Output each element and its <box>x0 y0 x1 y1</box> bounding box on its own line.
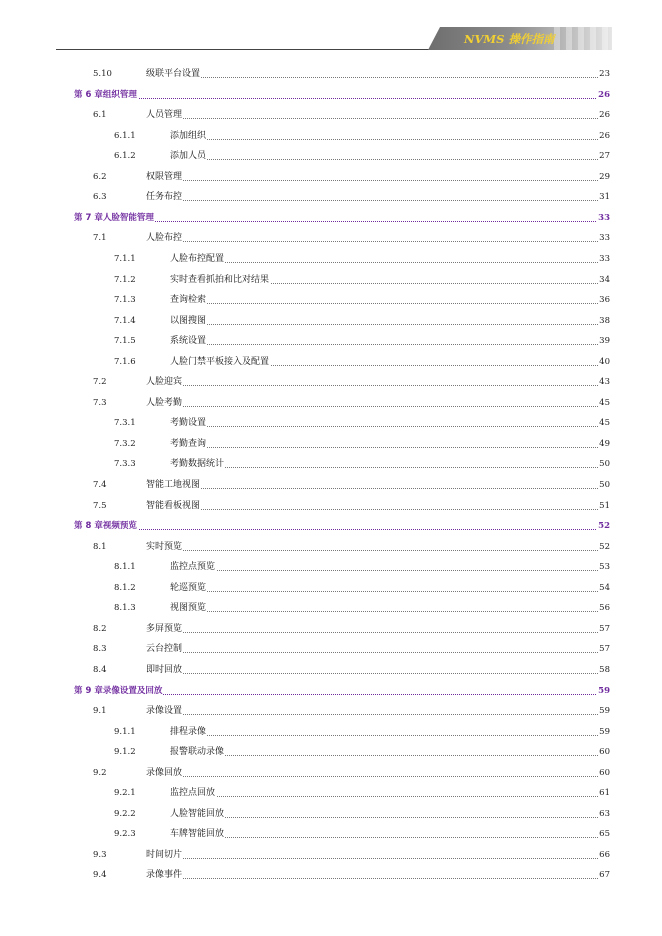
toc-section-title: 监控点预览 <box>170 557 216 577</box>
toc-section-number: 8.1.3 <box>114 603 136 614</box>
toc-section-title: 人脸布控 <box>146 228 183 248</box>
toc-page-number: 52 <box>597 516 610 536</box>
toc-section-title: 人脸门禁平板接入及配置 <box>170 352 270 372</box>
toc-section-number: 9.2.1 <box>114 788 136 799</box>
toc-page-number: 60 <box>598 763 610 783</box>
toc-section-number: 7.1.5 <box>114 336 136 347</box>
toc-chapter-entry[interactable] <box>0 681 662 701</box>
toc-entry[interactable] <box>0 413 662 433</box>
toc-section-title: 人脸布控配置 <box>170 249 225 269</box>
toc-page-number: 27 <box>598 146 610 166</box>
toc-leader-dots <box>146 858 602 859</box>
toc-leader-dots <box>170 735 602 736</box>
toc-leader-dots <box>170 570 602 571</box>
toc-section-title: 查询检索 <box>170 290 207 310</box>
toc-entry[interactable] <box>0 146 662 166</box>
toc-page-number: 54 <box>598 578 610 598</box>
toc-entry[interactable] <box>0 454 662 474</box>
toc-section-title: 车牌智能回放 <box>170 824 225 844</box>
toc-section-title: 级联平台设置 <box>146 64 201 84</box>
toc-leader-dots <box>146 180 602 181</box>
toc-section-number: 7.1.3 <box>114 295 136 306</box>
toc-page-number: 38 <box>598 311 610 331</box>
toc-entry[interactable] <box>0 249 662 269</box>
toc-section-number: 7.3.2 <box>114 438 136 449</box>
toc-entry[interactable] <box>0 537 662 557</box>
toc-page-number: 45 <box>598 393 610 413</box>
toc-section-number: 9.4 <box>93 870 107 881</box>
toc-page-number: 39 <box>598 331 610 351</box>
toc-leader-dots <box>170 755 602 756</box>
toc-section-number: 7.1.4 <box>114 315 136 326</box>
toc-page-number: 36 <box>598 290 610 310</box>
header-band-stripes <box>554 27 612 50</box>
toc-entry[interactable] <box>0 187 662 207</box>
toc-section-title: 系统设置 <box>170 331 207 351</box>
toc-page-number: 61 <box>598 783 610 803</box>
toc-entry[interactable] <box>0 64 662 84</box>
toc-leader-dots <box>170 344 602 345</box>
toc-page-number: 50 <box>598 454 610 474</box>
toc-section-title: 录像设置 <box>146 701 183 721</box>
toc-entry[interactable] <box>0 804 662 824</box>
toc-section-title: 智能看板视图 <box>146 496 201 516</box>
toc-page-number: 26 <box>597 85 610 105</box>
toc-section-title: 录像事件 <box>146 865 183 885</box>
toc-leader-dots <box>170 262 602 263</box>
toc-section-title: 第 8 章视频预览 <box>74 516 138 536</box>
toc-section-title: 权限管理 <box>146 167 183 187</box>
toc-section-title: 实时预览 <box>146 537 183 557</box>
toc-leader-dots <box>146 385 602 386</box>
toc-leader-dots <box>146 118 602 119</box>
toc-section-title: 任务布控 <box>146 187 183 207</box>
toc-leader-dots <box>146 714 602 715</box>
toc-entry[interactable] <box>0 742 662 762</box>
header-title <box>464 31 555 47</box>
toc-leader-dots <box>170 467 602 468</box>
toc-leader-dots <box>170 447 602 448</box>
toc-section-number: 6.3 <box>93 192 107 203</box>
toc-section-title: 监控点回放 <box>170 783 216 803</box>
toc-section-number: 9.1 <box>93 706 107 717</box>
toc-section-number: 9.1.1 <box>114 726 136 737</box>
toc-section-title: 添加人员 <box>170 146 207 166</box>
toc-leader-dots <box>170 817 602 818</box>
toc-section-number: 6.1 <box>93 110 107 121</box>
toc-leader-dots <box>146 241 602 242</box>
header-title-guide: 操作指南 <box>508 32 555 46</box>
toc-leader-dots <box>170 139 602 140</box>
toc-section-number: 9.2.3 <box>114 829 136 840</box>
toc-section-number: 9.2.2 <box>114 808 136 819</box>
toc-section-number: 6.1.1 <box>114 130 136 141</box>
toc-page-number: 31 <box>598 187 610 207</box>
toc-section-number: 8.3 <box>93 644 107 655</box>
toc-page-number: 56 <box>598 598 610 618</box>
toc-leader-dots <box>74 98 602 99</box>
toc-entry[interactable] <box>0 167 662 187</box>
toc-leader-dots <box>146 550 602 551</box>
toc-page-number: 23 <box>598 64 610 84</box>
toc-section-title: 即时回放 <box>146 660 183 680</box>
toc-entry[interactable] <box>0 331 662 351</box>
toc-entry[interactable] <box>0 126 662 146</box>
toc-page-number: 59 <box>598 701 610 721</box>
toc-page-number: 26 <box>598 105 610 125</box>
toc-section-title: 添加组织 <box>170 126 207 146</box>
toc-section-title: 多屏预览 <box>146 619 183 639</box>
toc-entry[interactable] <box>0 105 662 125</box>
toc-section-number: 7.1 <box>93 233 107 244</box>
toc-page-number: 40 <box>598 352 610 372</box>
toc-page-number: 29 <box>598 167 610 187</box>
toc-page-number: 43 <box>598 372 610 392</box>
toc-section-number: 7.1.1 <box>114 253 136 264</box>
toc-page-number: 33 <box>598 228 610 248</box>
toc-page-number: 59 <box>597 681 610 701</box>
header-rule <box>56 49 436 50</box>
toc-section-title: 排程录像 <box>170 722 207 742</box>
toc-section-number: 8.1.1 <box>114 562 136 573</box>
toc-section-number: 6.1.2 <box>114 151 136 162</box>
toc-page-number: 59 <box>598 722 610 742</box>
toc-chapter-entry[interactable] <box>0 85 662 105</box>
toc-section-number: 8.1 <box>93 541 107 552</box>
toc-page-number: 52 <box>598 537 610 557</box>
toc-entry[interactable] <box>0 660 662 680</box>
toc-section-title: 轮巡预览 <box>170 578 207 598</box>
toc-leader-dots <box>146 77 602 78</box>
toc-section-title: 人脸迎宾 <box>146 372 183 392</box>
toc-page-number: 45 <box>598 413 610 433</box>
toc-leader-dots <box>146 652 602 653</box>
toc-page-number: 34 <box>598 270 610 290</box>
toc-entry[interactable] <box>0 496 662 516</box>
toc-leader-dots <box>170 303 602 304</box>
toc-section-number: 7.4 <box>93 480 107 490</box>
toc-section-number: 7.3 <box>93 397 107 408</box>
toc-leader-dots <box>170 159 602 160</box>
toc-entry[interactable] <box>0 619 662 639</box>
toc-page-number: 65 <box>598 824 610 844</box>
toc-entry[interactable] <box>0 578 662 598</box>
toc-section-title: 视图预览 <box>170 598 207 618</box>
toc-entry[interactable] <box>0 763 662 783</box>
toc-entry[interactable] <box>0 865 662 885</box>
toc-section-title: 实时查看抓拍和比对结果 <box>170 270 270 290</box>
toc-section-title: 考勤查询 <box>170 434 207 454</box>
toc-leader-dots <box>146 488 602 489</box>
toc-page-number: 33 <box>597 208 610 228</box>
toc-entry[interactable] <box>0 598 662 618</box>
toc-leader-dots <box>146 509 602 510</box>
toc-section-number: 7.3.3 <box>114 459 136 470</box>
toc-page-number: 66 <box>598 845 610 865</box>
toc-chapter-entry[interactable] <box>0 208 662 228</box>
toc-page-number: 53 <box>598 557 610 577</box>
toc-leader-dots <box>170 591 602 592</box>
toc-page-number: 57 <box>598 639 610 659</box>
toc-leader-dots <box>170 796 602 797</box>
toc-page-number: 51 <box>598 496 610 516</box>
toc-section-title: 人员管理 <box>146 105 183 125</box>
toc-entry[interactable] <box>0 557 662 577</box>
toc-section-number: 7.5 <box>93 500 107 511</box>
toc-leader-dots <box>170 611 602 612</box>
toc-section-number: 9.3 <box>93 849 107 860</box>
toc-leader-dots <box>170 837 602 838</box>
toc-section-number: 8.1.2 <box>114 582 136 593</box>
toc-page-number: 49 <box>598 434 610 454</box>
toc-section-title: 第 9 章录像设置及回放 <box>74 681 163 701</box>
toc-section-title: 录像回放 <box>146 763 183 783</box>
toc-section-number: 7.2 <box>93 377 107 388</box>
toc-entry[interactable] <box>0 372 662 392</box>
toc-section-title: 人脸考勤 <box>146 393 183 413</box>
toc-entry[interactable] <box>0 824 662 844</box>
toc-page-number: 67 <box>598 865 610 885</box>
toc-leader-dots <box>170 426 602 427</box>
toc-section-title: 以图搜图 <box>170 311 207 331</box>
toc-entry[interactable] <box>0 434 662 454</box>
toc-leader-dots <box>170 324 602 325</box>
toc-entry[interactable] <box>0 311 662 331</box>
toc-section-number: 7.1.6 <box>114 356 136 367</box>
toc-section-number: 9.2 <box>93 767 107 778</box>
header-title-product: NVMS <box>464 32 505 46</box>
toc-leader-dots <box>74 529 602 530</box>
toc-section-title: 人脸智能回放 <box>170 804 225 824</box>
toc-entry[interactable] <box>0 270 662 290</box>
toc-page-number: 57 <box>598 619 610 639</box>
toc-page-number: 33 <box>598 249 610 269</box>
toc-section-title: 云台控制 <box>146 639 183 659</box>
toc-section-title: 第 7 章人脸智能管理 <box>74 208 155 228</box>
toc-page-number: 50 <box>598 475 610 495</box>
toc-page-number: 58 <box>598 660 610 680</box>
toc-chapter-entry[interactable] <box>0 516 662 536</box>
toc-section-number: 8.2 <box>93 623 107 634</box>
toc-section-title: 第 6 章组织管理 <box>74 85 138 105</box>
toc-leader-dots <box>146 776 602 777</box>
toc-entry[interactable] <box>0 783 662 803</box>
toc-entry[interactable] <box>0 228 662 248</box>
toc-section-number: 5.10 <box>93 69 112 79</box>
toc-section-number: 6.2 <box>93 171 107 182</box>
toc-leader-dots <box>146 673 602 674</box>
toc-leader-dots <box>146 406 602 407</box>
toc-entry[interactable] <box>0 639 662 659</box>
toc-page-number: 60 <box>598 742 610 762</box>
toc-page-number: 26 <box>598 126 610 146</box>
toc-section-title: 考勤设置 <box>170 413 207 433</box>
toc-entry[interactable] <box>0 393 662 413</box>
toc-entry[interactable] <box>0 290 662 310</box>
toc-leader-dots <box>146 200 602 201</box>
toc-section-title: 时间切片 <box>146 845 183 865</box>
toc-section-number: 7.1.2 <box>114 274 136 285</box>
toc-entry[interactable] <box>0 701 662 721</box>
toc-section-number: 8.4 <box>93 664 107 675</box>
toc-section-number: 7.3.1 <box>114 418 136 429</box>
toc-page-number: 63 <box>598 804 610 824</box>
toc-entry[interactable] <box>0 722 662 742</box>
toc-leader-dots <box>146 632 602 633</box>
toc-leader-dots <box>146 878 602 879</box>
toc-entry[interactable] <box>0 475 662 495</box>
toc-section-title: 报警联动录像 <box>170 742 225 762</box>
toc-entry[interactable] <box>0 352 662 372</box>
toc-entry[interactable] <box>0 845 662 865</box>
toc-section-title: 考勤数据统计 <box>170 454 225 474</box>
toc-section-title: 智能工地视图 <box>146 475 201 495</box>
toc-section-number: 9.1.2 <box>114 747 136 758</box>
